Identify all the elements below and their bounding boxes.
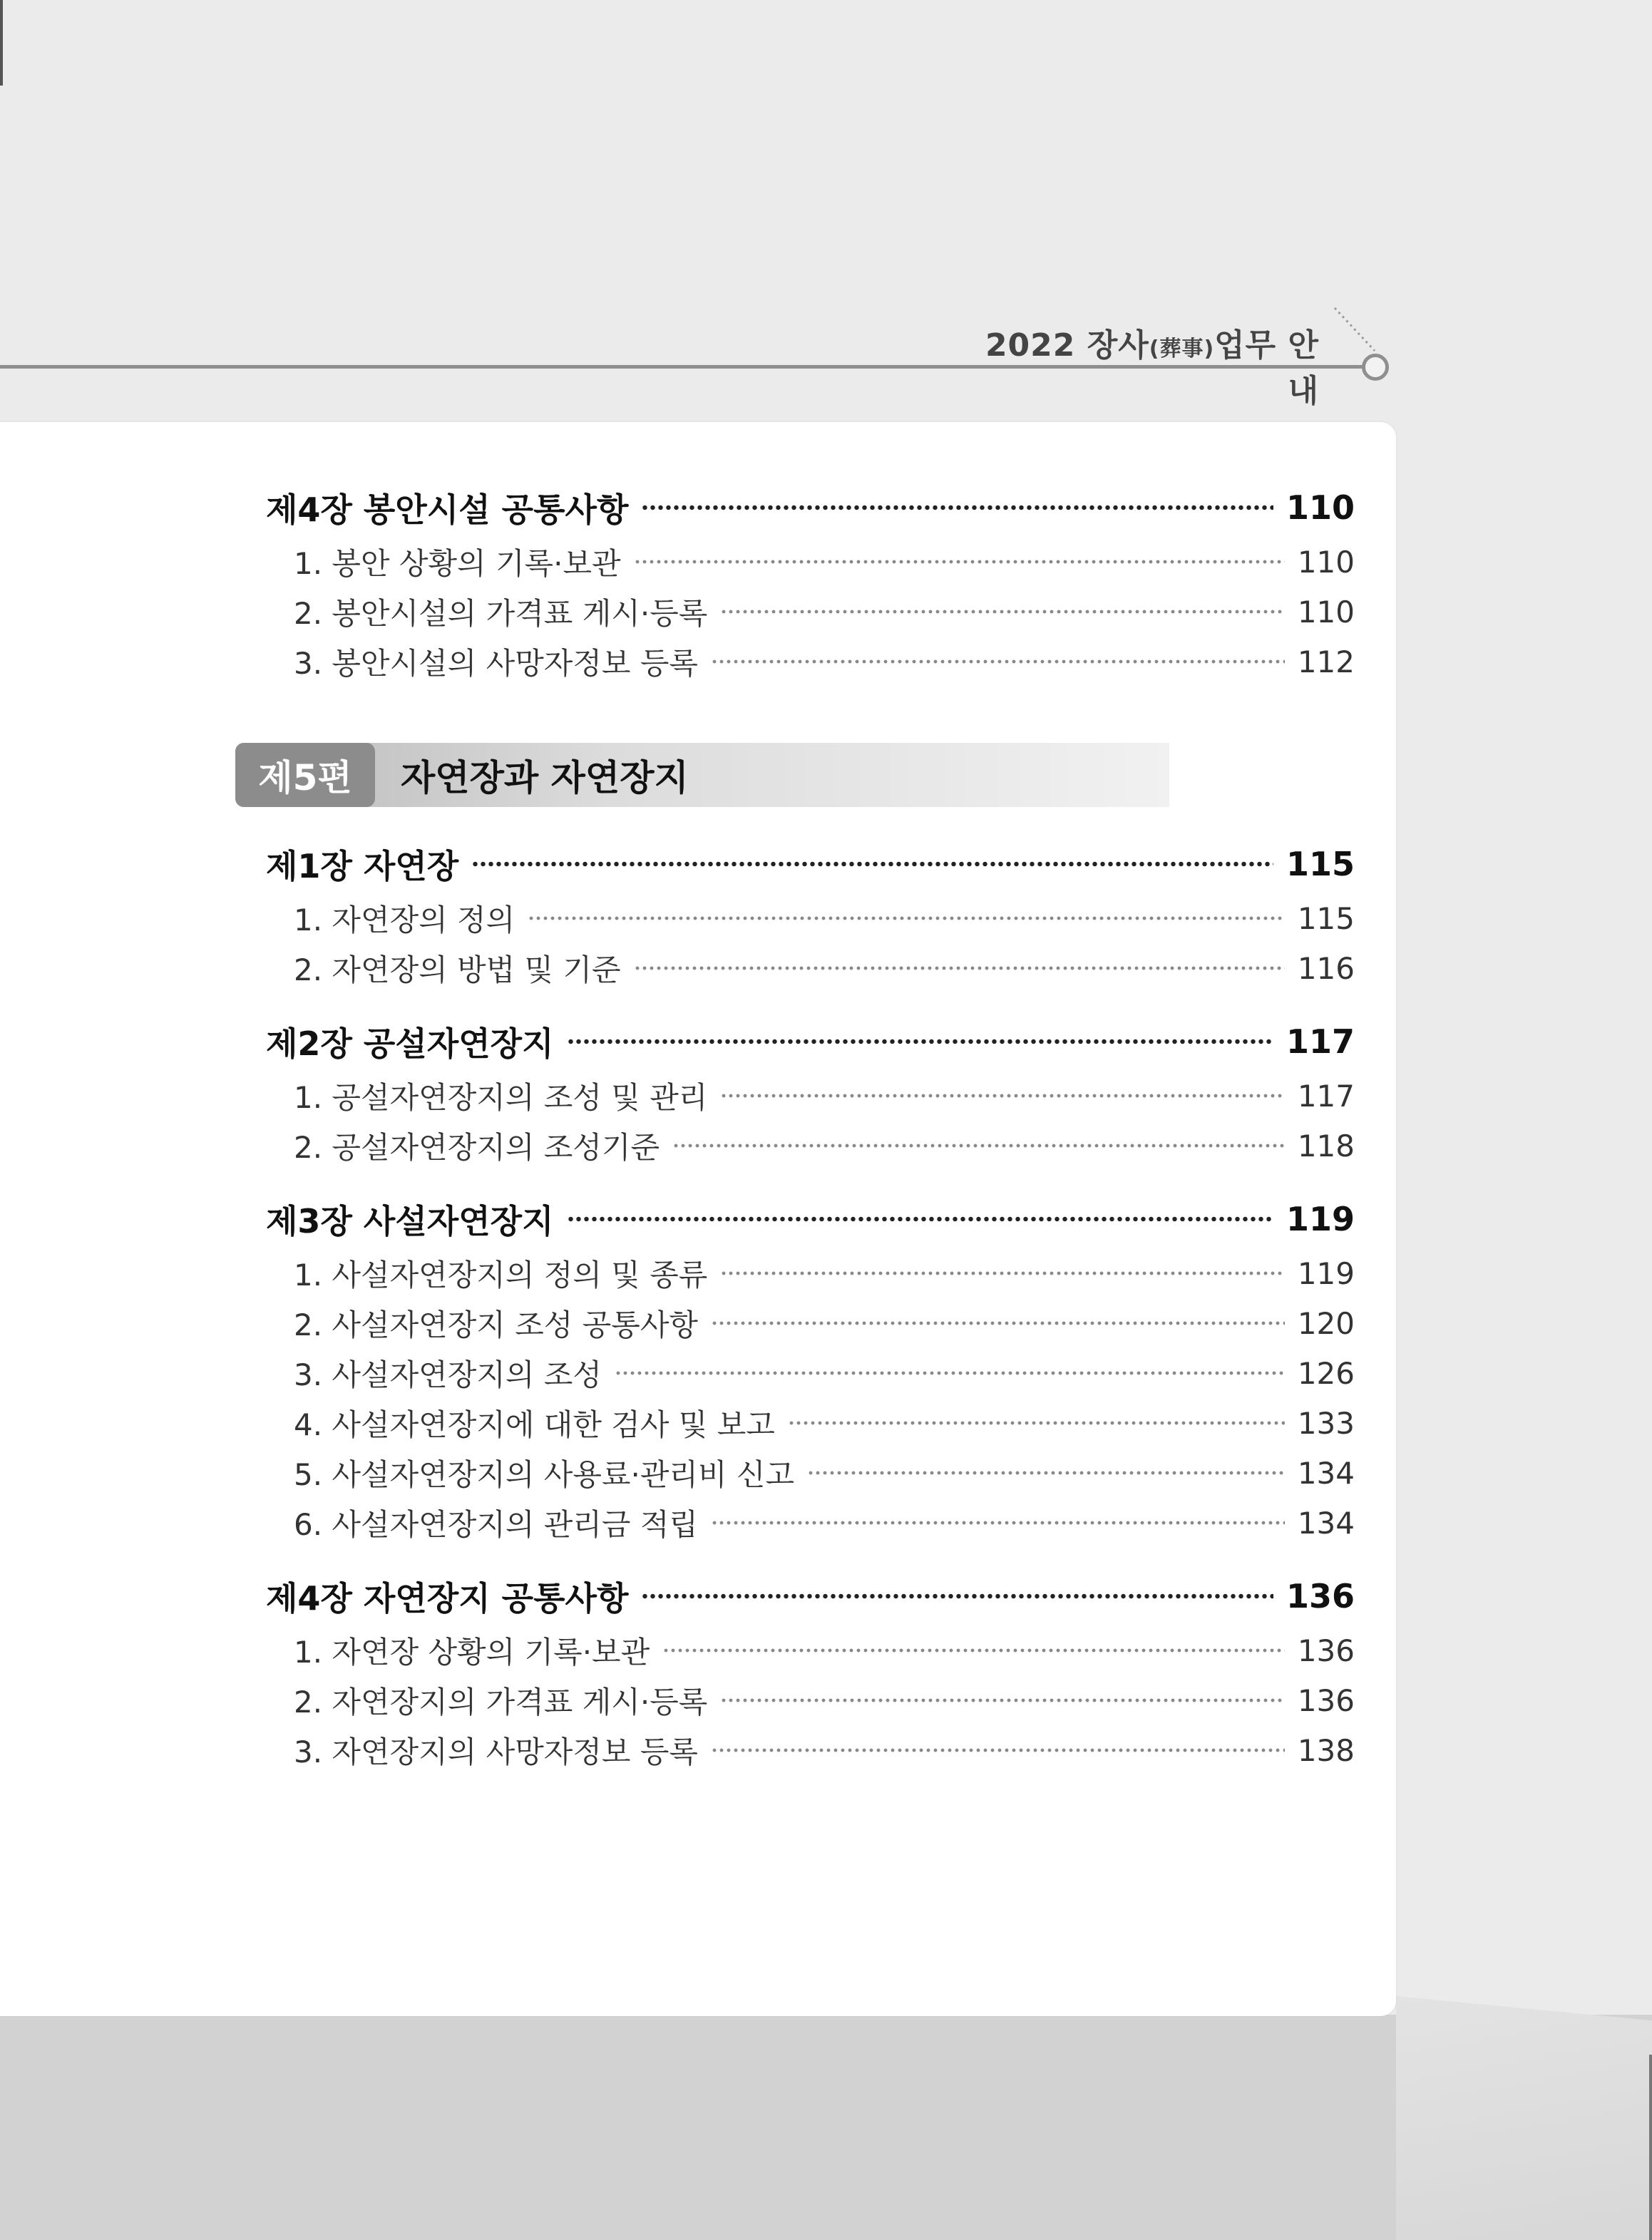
toc-page-number: 117 (1286, 1022, 1355, 1061)
toc-item-label: 1. 봉안 상황의 기록·보관 (294, 546, 621, 581)
crop-mark (1649, 2055, 1652, 2240)
toc-item[interactable] (294, 1298, 1355, 1348)
toc-page-number: 115 (1297, 900, 1355, 936)
dot-leader (634, 558, 1285, 566)
toc-item[interactable] (294, 637, 1355, 687)
toc-page-number: 136 (1297, 1682, 1355, 1718)
dot-leader (567, 1037, 1273, 1046)
part-title: 자연장과 자연장지 (401, 757, 689, 798)
dot-leader (711, 657, 1285, 666)
toc-page-number: 119 (1286, 1200, 1355, 1238)
toc-item[interactable] (294, 1725, 1355, 1775)
toc-chapter-label: 제3장 사설자연장지 (266, 1202, 554, 1240)
dot-leader (711, 1319, 1285, 1327)
toc-item[interactable] (294, 1448, 1355, 1498)
toc-page-number: 110 (1286, 488, 1355, 527)
toc-page-number: 110 (1297, 544, 1355, 580)
dot-leader (720, 1269, 1284, 1278)
toc-chapter[interactable] (266, 1571, 1355, 1621)
toc-item-label: 1. 자연장의 정의 (294, 903, 515, 937)
dot-leader (711, 1519, 1285, 1527)
toc-item-label: 3. 사설자연장지의 조성 (294, 1357, 602, 1392)
toc-chapter-label: 제4장 봉안시설 공통사항 (266, 490, 629, 529)
toc-item[interactable] (294, 1498, 1355, 1548)
toc-item[interactable] (294, 587, 1355, 637)
toc-item-label: 6. 사설자연장지의 관리금 적립 (294, 1507, 698, 1542)
toc-item-label: 2. 자연장의 방법 및 기준 (294, 952, 621, 987)
toc-chapter[interactable] (266, 1194, 1355, 1244)
header-dotted-line-icon (1333, 307, 1385, 358)
toc-chapter[interactable] (266, 483, 1355, 533)
toc-item-label: 2. 봉안시설의 가격표 게시·등록 (294, 596, 708, 631)
toc-item[interactable] (294, 1398, 1355, 1448)
toc-page-number: 110 (1297, 594, 1355, 630)
part-header-bar (235, 743, 1169, 807)
toc-page-number: 120 (1297, 1305, 1355, 1341)
toc-item-label: 3. 자연장지의 사망자정보 등록 (294, 1735, 698, 1769)
dot-leader (720, 607, 1284, 616)
toc-page-number: 134 (1297, 1505, 1355, 1541)
dot-leader (634, 964, 1285, 972)
crop-mark (0, 0, 3, 86)
toc-item-label: 5. 사설자연장지의 사용료·관리비 신고 (294, 1457, 795, 1492)
header-title-tail: 업무 안내 (1214, 327, 1319, 409)
toc-item-label: 3. 봉안시설의 사망자정보 등록 (294, 646, 698, 681)
toc-chapter[interactable] (266, 839, 1355, 889)
toc-page-number: 112 (1297, 644, 1355, 679)
dot-leader (641, 503, 1273, 512)
part-badge: 제5편 (235, 743, 375, 807)
dot-leader (471, 860, 1273, 868)
toc-item-label: 1. 사설자연장지의 정의 및 종류 (294, 1258, 708, 1293)
header-circle-icon (1362, 354, 1389, 381)
toc-chapter[interactable] (266, 1017, 1355, 1067)
toc-item[interactable] (294, 1348, 1355, 1398)
dot-leader (641, 1592, 1273, 1601)
dot-leader (662, 1646, 1285, 1655)
toc-page-number: 126 (1297, 1355, 1355, 1391)
toc-page-number: 138 (1297, 1732, 1355, 1768)
toc-item[interactable] (294, 1248, 1355, 1298)
toc-item-label: 2. 자연장지의 가격표 게시·등록 (294, 1685, 708, 1720)
dot-leader (528, 914, 1285, 923)
dot-leader (672, 1141, 1285, 1150)
toc-item[interactable] (294, 893, 1355, 943)
toc-item[interactable] (294, 943, 1355, 993)
toc-chapter-label: 제2장 공설자연장지 (266, 1024, 554, 1063)
toc-page-number: 117 (1297, 1078, 1355, 1114)
toc-item[interactable] (294, 537, 1355, 587)
dot-leader (807, 1469, 1285, 1477)
header-title-main: 2022 장사 (985, 327, 1149, 364)
toc-page-number: 119 (1297, 1255, 1355, 1291)
toc-chapter-label: 제1장 자연장 (266, 847, 459, 885)
dot-leader (788, 1419, 1285, 1427)
dot-leader (615, 1369, 1285, 1377)
toc-item[interactable] (294, 1625, 1355, 1675)
toc-chapter-label: 제4장 자연장지 공통사항 (266, 1579, 629, 1618)
toc-page-number: 136 (1286, 1577, 1355, 1615)
toc-page-number: 116 (1297, 950, 1355, 986)
toc-item[interactable] (294, 1121, 1355, 1171)
toc-page-number: 134 (1297, 1455, 1355, 1491)
dot-leader (720, 1696, 1284, 1705)
toc-item-label: 2. 사설자연장지 조성 공통사항 (294, 1307, 698, 1342)
page-corner-shade (1396, 1996, 1652, 2240)
dot-leader (720, 1091, 1284, 1100)
toc-item-label: 4. 사설자연장지에 대한 검사 및 보고 (294, 1407, 775, 1442)
toc-item-label: 2. 공설자연장지의 조성기준 (294, 1130, 660, 1165)
toc-item[interactable] (294, 1675, 1355, 1725)
toc-page-number: 136 (1297, 1633, 1355, 1668)
dot-leader (567, 1215, 1273, 1223)
toc-page-number: 118 (1297, 1128, 1355, 1163)
dot-leader (711, 1746, 1285, 1755)
toc-item-label: 1. 공설자연장지의 조성 및 관리 (294, 1080, 708, 1115)
toc-page-number: 133 (1297, 1405, 1355, 1441)
toc-page-number: 115 (1286, 845, 1355, 883)
header-rule (0, 365, 1363, 369)
header-title-hanja: (葬事) (1149, 336, 1215, 361)
toc-item-label: 1. 자연장 상황의 기록·보관 (294, 1635, 650, 1670)
toc-item[interactable] (294, 1071, 1355, 1121)
